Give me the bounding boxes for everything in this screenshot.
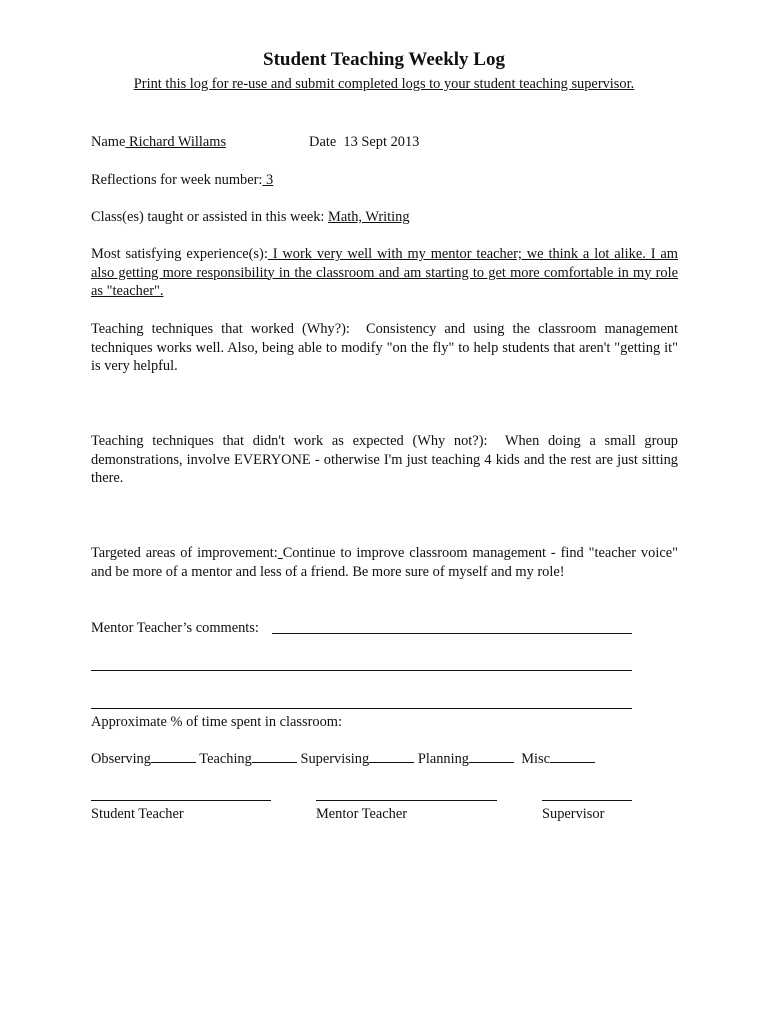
worked-section [91, 320, 678, 376]
supervisor-label: Supervisor [542, 806, 605, 822]
satisfying-section [91, 245, 678, 301]
didnt-work-label: Teaching techniques that didn't work as expected (Why not?): [91, 433, 488, 449]
date-label: Date [309, 134, 337, 150]
observing-blank[interactable] [151, 750, 196, 763]
planning-label: Planning [417, 751, 469, 767]
week-row [91, 171, 678, 190]
supervising-label: Supervising [300, 751, 370, 767]
mentor-signature-line[interactable] [316, 800, 497, 801]
satisfying-value[interactable]: I work very well with my mentor teacher; we think a lot alike. I am also getting more responsibility in the classroom and am starting to get more comfortable in my role as "teacher". [91, 246, 678, 299]
name-date-row [91, 133, 678, 152]
mentor-comments-row [91, 619, 259, 638]
misc-blank[interactable] [550, 750, 595, 763]
supervising-blank[interactable] [369, 750, 414, 763]
mentor-comments-line-3[interactable] [91, 708, 632, 709]
didnt-work-value[interactable]: When doing a small group demonstrations, involve EVERYONE - otherwise I'm just teaching 4 kids and the rest are just sitting there. [91, 433, 678, 486]
student-teacher-label: Student Teacher [91, 806, 184, 822]
classes-row [91, 208, 678, 227]
name-label: Name [91, 134, 126, 150]
misc-label: Misc [521, 751, 550, 767]
improvement-value[interactable]: Continue to improve classroom management - find "teacher voice" and be more of a mentor and less of a friend. Be more sure of myself and my role! [91, 545, 678, 580]
improvement-section [91, 544, 678, 581]
week-label: Reflections for week number: [91, 172, 263, 188]
student-signature-line[interactable] [91, 800, 271, 801]
observing-label: Observing [91, 751, 151, 767]
planning-blank[interactable] [469, 750, 514, 763]
mentor-comments-line-1[interactable] [272, 633, 632, 634]
page-title: Student Teaching Weekly Log [263, 49, 505, 70]
supervisor-signature-line[interactable] [542, 800, 632, 801]
worked-label: Teaching techniques that worked (Why?): [91, 321, 350, 337]
didnt-work-section [91, 432, 678, 488]
teaching-blank[interactable] [252, 750, 297, 763]
classes-label: Class(es) taught or assisted in this week: [91, 209, 325, 225]
page-subtitle: Print this log for re-use and submit completed logs to your student teaching supervisor. [133, 76, 635, 92]
teaching-label: Teaching [199, 751, 252, 767]
name-value: Richard Willams [125, 134, 227, 150]
worked-value[interactable]: Consistency and using the classroom management techniques works well. Also, being able to modify "on the fly" to help students that aren't "getting it" is very helpful. [91, 321, 678, 374]
mentor-comments-label: Mentor Teacher’s comments: [91, 620, 259, 636]
week-value[interactable]: 3 [262, 172, 274, 188]
mentor-comments-line-2[interactable] [91, 670, 632, 671]
name-field[interactable] [125, 134, 309, 150]
improvement-label: Targeted areas of improvement: [91, 545, 278, 561]
date-value[interactable]: 13 Sept 2013 [343, 134, 420, 150]
classes-value[interactable]: Math, Writing [328, 209, 410, 225]
time-spent-label: Approximate % of time spent in classroom: [91, 714, 342, 730]
satisfying-label: Most satisfying experience(s): [91, 246, 268, 262]
mentor-teacher-label: Mentor Teacher [316, 806, 408, 822]
time-spent-row [91, 750, 678, 769]
